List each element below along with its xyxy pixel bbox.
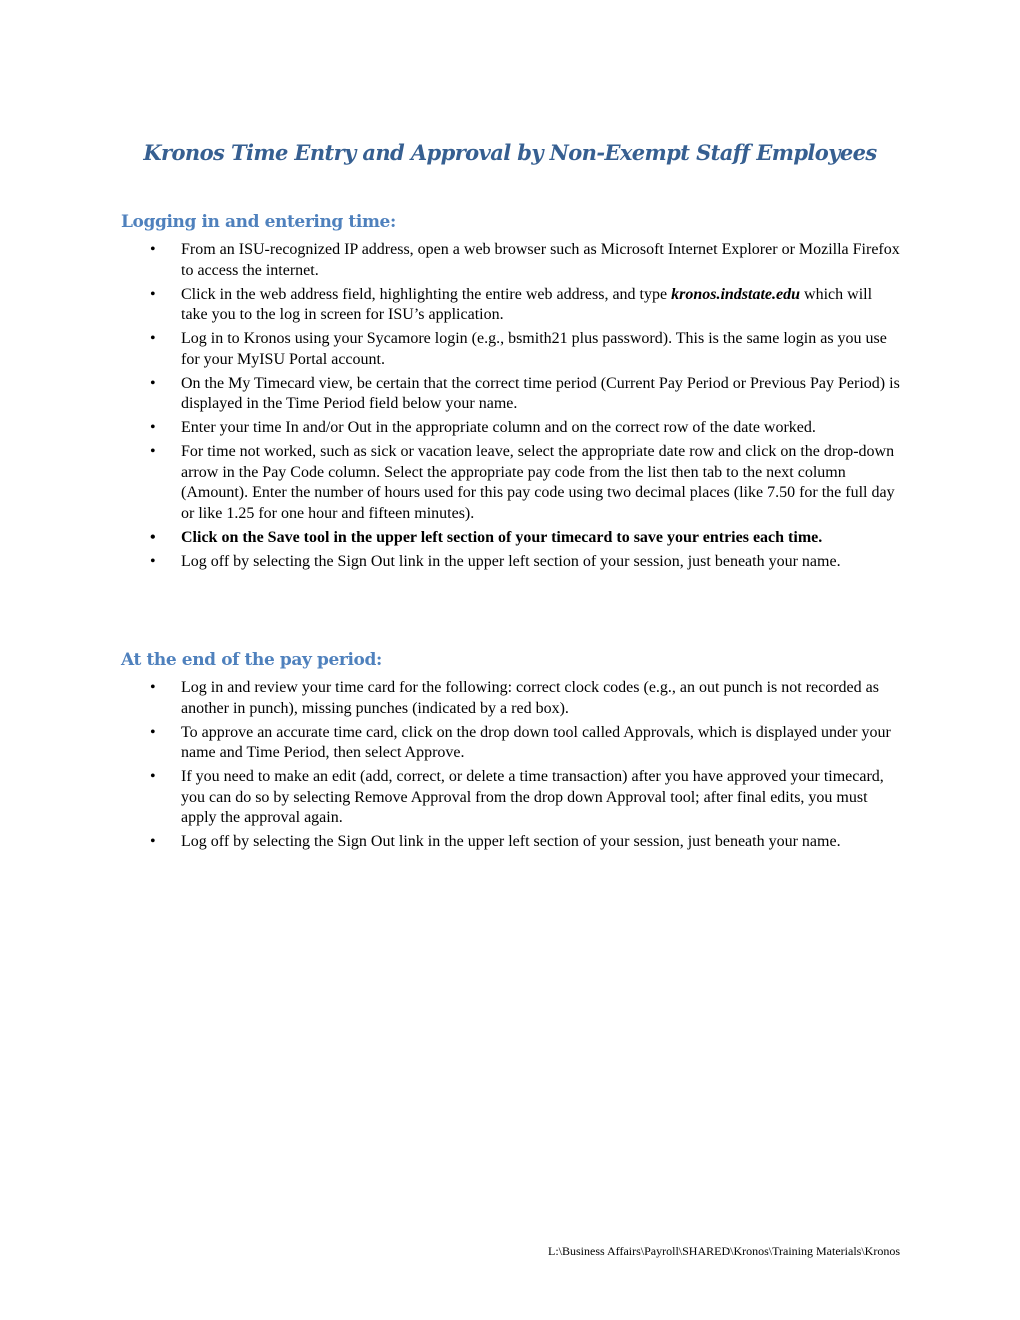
list-item: • Click on the Save tool in the upper left section of your timecard to save your entries each time. xyxy=(150,528,902,549)
section-heading-logging-in: Logging in and entering time: xyxy=(121,212,396,232)
bullet-icon: • xyxy=(150,330,156,347)
bullet-icon: • xyxy=(150,723,156,741)
logging-in-list xyxy=(150,240,902,576)
list-item: • To approve an accurate time card, click on the drop down tool called Approvals, which is displayed under your name and Time Period, then select Approve. xyxy=(150,723,891,761)
list-item: • For time not worked, such as sick or vacation leave, select the appropriate date row and click on the drop-down arrow in the Pay Code column. Select the appropriate pay code from the list then tab to the next column (Amount). Enter the number of hours used for this pay code using two decimal places (like 7.50 for the full day or like 1.25 for one hour and fifteen minutes). xyxy=(150,443,895,522)
list-item: • Log off by selecting the Sign Out link in the upper left section of your session, just beneath your name. xyxy=(150,552,902,573)
bullet-icon: • xyxy=(150,419,156,436)
bullet-icon: • xyxy=(150,443,156,460)
document-title: Kronos Time Entry and Approval by Non-Exempt Staff Employees xyxy=(143,140,877,165)
list-item: • Click in the web address field, highlighting the entire web address, and type kronos.indstate.edu which will take you to the log in screen for ISU’s application. xyxy=(150,285,873,323)
list-item: • On the My Timecard view, be certain that the correct time period (Current Pay Period or Previous Pay Period) is displayed in the Time Period field below your name. xyxy=(150,374,900,412)
footer-file-path: L:\Business Affairs\Payroll\SHARED\Kronos\Training Materials\Kronos xyxy=(548,1244,900,1258)
bullet-icon: • xyxy=(150,679,156,696)
end-of-period-list xyxy=(150,678,902,856)
list-item: • Log in to Kronos using your Sycamore login (e.g., bsmith21 plus password). This is the same login as you use for your MyISU Portal account. xyxy=(150,330,887,368)
list-item: • Log in and review your time card for the following: correct clock codes (e.g., an out punch is not recorded as another in punch), missing punches (indicated by a red box). xyxy=(150,679,879,717)
section-heading-end-of-period: At the end of the pay period: xyxy=(121,650,382,670)
list-item: • From an ISU-recognized IP address, open a web browser such as Microsoft Internet Explorer or Mozilla Firefox to access the internet. xyxy=(150,241,900,279)
bullet-icon: • xyxy=(150,833,156,850)
list-item: • Enter your time In and/or Out in the appropriate column and on the correct row of the date worked. xyxy=(150,418,902,439)
list-item: • If you need to make an edit (add, correct, or delete a time transaction) after you have approved your timecard, you can do so by selecting Remove Approval from the drop down Approval tool; after final edits, you must apply the approval again. xyxy=(150,768,884,826)
list-item: • Log off by selecting the Sign Out link in the upper left section of your session, just beneath your name. xyxy=(150,832,902,853)
bullet-icon: • xyxy=(150,528,156,546)
bullet-icon: • xyxy=(150,241,156,258)
bullet-icon: • xyxy=(150,374,156,392)
kronos-url: kronos.indstate.edu xyxy=(671,285,801,303)
bullet-icon: • xyxy=(150,768,156,785)
bullet-icon: • xyxy=(150,552,156,570)
bullet-icon: • xyxy=(150,285,156,303)
